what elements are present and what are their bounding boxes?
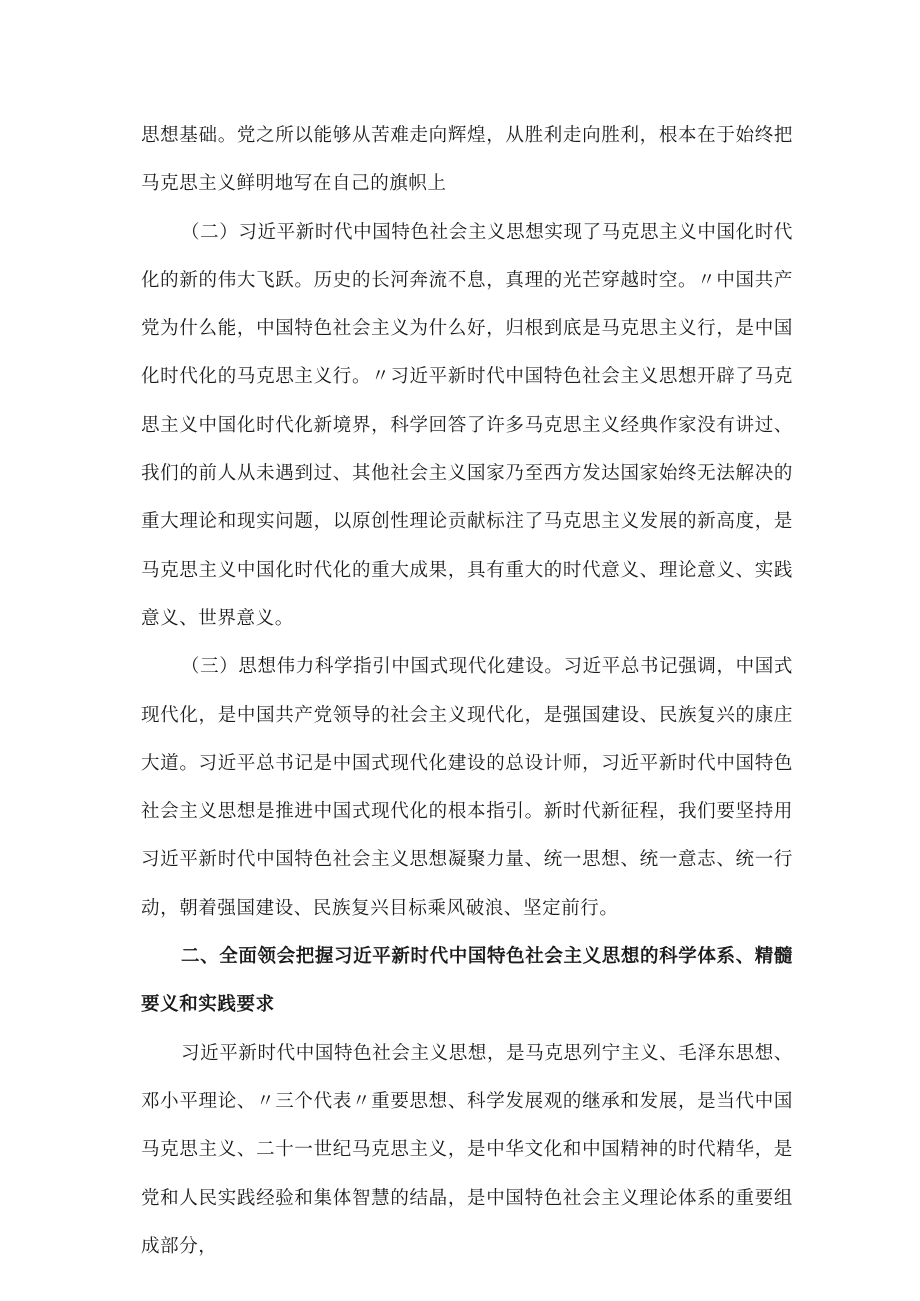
- paragraph-body-2: 习近平新时代中国特色社会主义思想，是马克思列宁主义、毛泽东思想、邓小平理论、〃三个代表〃重要思想、科学发展观的继承和发展，是当代中国马克思主义、二十一世纪马克思主义，是中华文化和中国精神的时代精华，是党和人民实践经验和集体智慧的结晶，是中国特色社会主义理论体系的重要组成部分，: [141, 1042, 793, 1257]
- document-page: [141, 112, 793, 1271]
- paragraph-section-2: （二）习近平新时代中国特色社会主义思想实现了马克思主义中国化时代化的新的伟大飞跃。历史的长河奔流不息，真理的光芒穿越时空。〃中国共产党为什么能，中国特色社会主义为什么好，归根到底是马克思主义行，是中国化时代化的马克思主义行。〃习近平新时代中国特色社会主义思想开辟了马克思主义中国化时代化新境界，科学回答了许多马克思主义经典作家没有讲过、我们的前人从未遇到过、其他社会主义国家乃至西方发达国家始终无法解决的重大理论和现实问题，以原创性理论贡献标注了马克思主义发展的新高度，是马克思主义中国化时代化的重大成果，具有重大的时代意义、理论意义、实践意义、世界意义。: [141, 221, 793, 629]
- section-heading-2: 二、全面领会把握习近平新时代中国特色社会主义思想的科学体系、精髓要义和实践要求: [141, 946, 793, 1016]
- paragraph-continued: 思想基础。党之所以能够从苦难走向辉煌，从胜利走向胜利，根本在于始终把马克思主义鲜明地写在自己的旗帜上: [141, 125, 793, 195]
- paragraph-section-3: （三）思想伟力科学指引中国式现代化建设。习近平总书记强调，中国式现代化，是中国共产党领导的社会主义现代化，是强国建设、民族复兴的康庄大道。习近平总书记是中国式现代化建设的总设计师，习近平新时代中国特色社会主义思想是推进中国式现代化的根本指引。新时代新征程，我们要坚持用习近平新时代中国特色社会主义思想凝聚力量、统一思想、统一意志、统一行动，朝着强国建设、民族复兴目标乘风破浪、坚定前行。: [141, 656, 793, 919]
